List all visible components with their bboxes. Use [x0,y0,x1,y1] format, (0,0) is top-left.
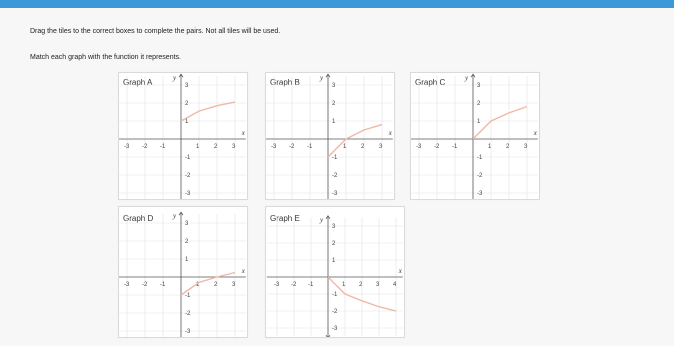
y-tick-label: 1 [185,119,189,125]
y-tick-label: -1 [332,155,338,161]
graph-e-tile[interactable] [265,206,405,338]
x-axis-label: x [398,267,402,275]
y-tick-label: 2 [185,101,189,107]
x-tick-label: -3 [124,282,130,288]
graph-a-curve [181,102,235,121]
graph-b-plot [266,73,394,199]
y-tick-label: 2 [332,241,336,247]
x-tick-label: 2 [214,144,218,150]
y-axis-label: y [465,74,469,83]
graph-c-tile[interactable] [410,72,540,200]
y-tick-label: -3 [332,191,338,197]
y-tick-label: 3 [185,221,189,227]
x-tick-label: -2 [291,282,297,288]
y-tick-label: 2 [185,239,189,245]
x-tick-label: -3 [416,144,422,150]
y-tick-label: 3 [332,83,336,89]
x-axis-label: x [241,129,245,137]
x-tick-label: -1 [307,144,313,150]
x-tick-label: 2 [359,282,363,288]
x-tick-label: -2 [142,144,148,150]
y-axis-label: y [173,74,177,83]
x-tick-label: -1 [160,282,166,288]
y-tick-label: 3 [185,83,189,89]
graph-a-plot [119,73,247,199]
x-tick-label: -2 [142,282,148,288]
y-tick-label: -3 [185,191,191,197]
y-tick-label: -3 [477,191,483,197]
graph-b-curve [328,125,382,157]
y-tick-label: -2 [477,173,483,179]
x-tick-label: 4 [393,282,397,288]
y-tick-label: 3 [332,224,336,230]
x-tick-label: 1 [343,144,347,150]
x-axis-label: x [533,129,537,137]
x-tick-label: -2 [289,144,295,150]
graph-a-label: Graph A [123,78,153,87]
x-tick-label: -3 [274,282,280,288]
graph-c-label: Graph C [415,78,446,87]
instructions-text: Drag the tiles to the correct boxes to complete the pairs. Not all tiles will be used. [30,28,281,35]
x-tick-label: 3 [376,282,380,288]
graph-e-plot [266,207,404,337]
y-tick-label: 1 [332,258,336,264]
y-tick-label: 2 [332,101,336,107]
y-tick-label: -2 [185,173,191,179]
x-tick-label: 3 [524,144,528,150]
graph-d-plot [119,207,247,337]
x-tick-label: 2 [214,282,218,288]
x-tick-label: 1 [488,144,492,150]
x-tick-label: 3 [232,282,236,288]
graph-c-curve [473,107,527,139]
y-tick-label: 1 [185,257,189,263]
x-tick-label: -2 [434,144,440,150]
y-tick-label: -1 [477,155,483,161]
x-tick-label: 1 [196,144,200,150]
y-tick-label: -1 [185,155,191,161]
y-tick-label: 1 [332,119,336,125]
x-tick-label: 1 [196,282,200,288]
subheading-text: Match each graph with the function it represents. [30,54,181,61]
graph-e-label: Graph E [270,214,300,223]
y-tick-label: -1 [332,292,338,298]
y-axis-label: y [173,212,177,221]
x-tick-label: -1 [160,144,166,150]
x-axis-label: x [388,129,392,137]
x-tick-label: 3 [232,144,236,150]
x-tick-label: -1 [308,282,314,288]
y-tick-label: -2 [185,311,191,317]
graph-b-tile[interactable] [265,72,395,200]
x-tick-label: 1 [342,282,346,288]
y-axis-label: y [320,74,324,83]
graph-c-plot [411,73,539,199]
y-tick-label: -1 [185,293,191,299]
x-tick-label: -3 [271,144,277,150]
y-tick-label: -3 [332,326,338,332]
x-tick-label: -1 [452,144,458,150]
graph-d-label: Graph D [123,214,154,223]
y-tick-label: 3 [477,83,481,89]
y-tick-label: -2 [332,309,338,315]
graph-b-label: Graph B [270,78,300,87]
y-axis-label: y [320,215,324,224]
y-tick-label: 2 [477,101,481,107]
graph-a-tile[interactable] [118,72,248,200]
x-axis-label: x [241,267,245,275]
graph-d-tile[interactable] [118,206,248,338]
y-tick-label: -2 [332,173,338,179]
top-accent-bar [0,0,674,8]
graph-d-curve [181,273,235,296]
x-tick-label: -3 [124,144,130,150]
y-tick-label: 1 [477,119,481,125]
x-tick-label: 3 [379,144,383,150]
y-tick-label: -3 [185,329,191,335]
x-tick-label: 2 [361,144,365,150]
x-tick-label: 2 [506,144,510,150]
